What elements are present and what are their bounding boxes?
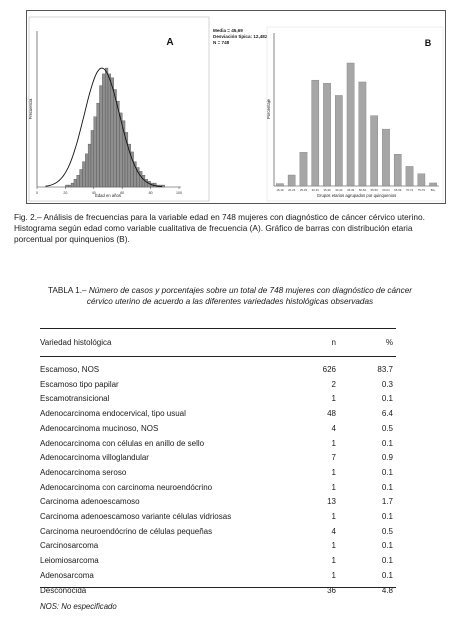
cell-n: 7 — [331, 453, 336, 463]
cell-variedad: Adenocarcinoma mucinoso, NOS — [40, 423, 159, 433]
cell-pct: 0.1 — [381, 570, 393, 580]
panel-a-x-tick-label: 40 — [91, 191, 96, 195]
cell-pct: 0.1 — [381, 556, 393, 566]
cell-pct: 0.1 — [381, 467, 393, 477]
cell-n: 4 — [331, 423, 336, 433]
table-title-text: Número de casos y porcentajes sobre un total de 748 mujeres con diagnóstico de cáncer cérvico uterino de acuerdo a las diferentes variedades histológicas observadas — [86, 286, 412, 306]
histogram-bar — [108, 74, 111, 187]
table-title-prefix: TABLA 1.– — [48, 286, 87, 295]
cell-pct: 83.7 — [377, 365, 393, 374]
header-variedad: Variedad histológica — [40, 338, 112, 347]
header-pct: % — [385, 338, 393, 347]
bar — [382, 129, 389, 186]
bar — [300, 152, 307, 186]
table-row — [40, 364, 396, 376]
cell-n: 626 — [322, 365, 336, 374]
panel-b-x-tick-label: 70-74 — [405, 188, 414, 192]
cell-n: 1 — [331, 482, 336, 492]
cell-pct: 1.7 — [381, 497, 393, 507]
panel-b-x-tick-label: 60-64 — [382, 188, 390, 192]
bar — [288, 175, 295, 186]
cell-variedad: Adenocarcinoma con células en anillo de sello — [40, 438, 205, 448]
panel-a-letter: A — [166, 37, 174, 48]
bar — [394, 154, 401, 186]
cell-pct: 6.4 — [381, 409, 393, 419]
cell-variedad: Desconocida — [40, 585, 87, 595]
bar — [347, 63, 354, 186]
cell-variedad: Adenosarcoma — [40, 570, 94, 580]
table-row — [40, 555, 396, 567]
histogram-bar — [85, 154, 88, 187]
cell-n: 48 — [327, 409, 336, 419]
cell-variedad: Adenocarcinoma con carcinoma neuroendócrino — [40, 482, 213, 492]
cell-variedad: Escamoso, NOS — [40, 365, 100, 374]
panel-b-x-tick-label: 45-49 — [347, 188, 355, 192]
cell-pct: 0.1 — [381, 541, 393, 551]
table-row — [40, 452, 396, 464]
cell-n: 1 — [331, 512, 336, 521]
panel-a-ylabel: Frecuencia — [28, 98, 33, 120]
histogram-bar — [94, 117, 97, 187]
histogram-bar — [82, 162, 85, 187]
cell-n: 1 — [331, 467, 336, 477]
histogram-bar — [102, 74, 105, 187]
bar — [359, 82, 366, 186]
panel-b-x-tick-label: 20-24 — [288, 188, 296, 192]
cell-n: 1 — [331, 438, 336, 448]
bar — [371, 116, 378, 186]
table-row — [40, 540, 396, 552]
table-header-rule — [40, 356, 396, 357]
bar — [323, 83, 330, 186]
histogram-bar — [162, 185, 165, 187]
table-bottom-rule — [40, 587, 396, 588]
table-row — [40, 408, 396, 420]
panel-a-stat: Media = 45,69 — [213, 28, 243, 33]
panel-b-x-tick-label: 80+ — [430, 188, 436, 192]
panel-b-x-tick-label: 15-19 — [276, 188, 284, 192]
cell-pct: 0.5 — [381, 423, 393, 433]
cell-variedad: Carcinoma adenoescamoso variante células vidriosas — [40, 512, 232, 521]
cell-n: 1 — [331, 541, 336, 551]
panel-a-x-tick-label: 80 — [148, 191, 153, 195]
histogram-bar — [114, 90, 117, 188]
panel-b-xlabel: Grupos etarios agrupados por quinquenios — [316, 193, 397, 198]
panel-b-x-tick-label: 40-44 — [335, 188, 343, 192]
cell-n: 4 — [331, 526, 336, 536]
cell-variedad: Carcinoma adenoescamoso — [40, 497, 140, 507]
cell-variedad: Escamotransicional — [40, 394, 110, 404]
cell-pct: 0.5 — [381, 526, 393, 536]
panel-b-x-tick-label: 25-29 — [299, 188, 308, 192]
panel-a-xlabel: Edad en años — [95, 193, 121, 198]
histogram-bar — [97, 103, 100, 187]
histogram-bar — [74, 179, 77, 187]
panel-a-x-tick-label: 20 — [63, 191, 68, 195]
cell-pct: 0.1 — [381, 394, 393, 404]
histogram-bar — [71, 183, 74, 187]
panel-a-x-tick-label: 100 — [176, 191, 182, 195]
figure-caption: Fig. 2.– Análisis de frecuencias para la variable edad en 748 mujeres con diagnóstico de cáncer cérvico uterino. Histograma según edad como variable cualitativa de frecuencia (A). Gráfico de barras con distribución etaria porcentual por quinquenios (B). — [14, 212, 425, 244]
cell-variedad: Carcinosarcoma — [40, 541, 99, 551]
header-n: n — [331, 338, 336, 347]
histogram-bar — [91, 130, 94, 187]
histogram-bar — [80, 169, 83, 187]
histogram-bar — [105, 68, 108, 187]
figure-frame — [26, 10, 446, 204]
cell-pct: 0.9 — [381, 453, 393, 463]
bar — [418, 174, 425, 186]
panel-b-x-tick-label: 50-54 — [358, 188, 366, 192]
panel-a-stat: Desviación típica: 12,482 — [213, 34, 268, 39]
cell-variedad: Escamoso tipo papilar — [40, 379, 119, 389]
cell-variedad: Adenocarcinoma endocervical, tipo usual — [40, 409, 186, 419]
table-row — [40, 423, 396, 435]
cell-variedad: Adenocarcinoma villoglandular — [40, 453, 149, 463]
bar — [276, 184, 283, 186]
table-row — [40, 438, 396, 450]
cell-n: 13 — [327, 497, 336, 507]
cell-pct: 0.1 — [381, 438, 393, 448]
table-row — [40, 511, 396, 523]
cell-variedad: Leiomiosarcoma — [40, 556, 99, 566]
histogram-bar — [117, 101, 120, 187]
cell-variedad: Adenocarcinoma seroso — [40, 467, 127, 477]
cell-n: 1 — [331, 394, 336, 404]
table-row — [40, 526, 396, 538]
table-header-row — [40, 337, 396, 349]
cell-n: 1 — [331, 570, 336, 580]
table-row — [40, 496, 396, 508]
histogram-bar — [99, 86, 102, 187]
table-top-rule — [40, 328, 396, 329]
table-title — [40, 285, 420, 307]
panel-b-x-tick-label: 75-79 — [417, 188, 425, 192]
cell-variedad: Carcinoma neuroendócrino de células pequeñas — [40, 526, 213, 536]
figure-canvas — [27, 11, 447, 205]
panel-b-x-tick-label: 65-69 — [394, 188, 402, 192]
panel-b-x-tick-label: 30-34 — [311, 188, 319, 192]
bar — [429, 183, 436, 186]
panel-a-x-tick-label: 60 — [120, 191, 125, 195]
table-footnote: NOS: No especificado — [40, 602, 117, 611]
histogram-bar — [142, 175, 145, 187]
histogram-bar — [111, 78, 114, 187]
table-row — [40, 467, 396, 479]
bar — [335, 95, 342, 186]
panel-b-x-tick-label: 55-59 — [370, 188, 378, 192]
panel-a-stat: N = 748 — [213, 40, 230, 45]
histogram-bar — [77, 175, 80, 187]
cell-n: 1 — [331, 556, 336, 566]
bar — [312, 80, 319, 186]
cell-pct: 0.3 — [381, 379, 393, 389]
panel-b-letter: B — [424, 38, 432, 48]
cell-n: 36 — [327, 585, 336, 595]
histogram-bar — [65, 185, 68, 187]
table-row — [40, 482, 396, 494]
bar — [406, 166, 413, 186]
cell-pct: 0.1 — [381, 512, 393, 521]
panel-b-ylabel: Porcentaje — [266, 98, 271, 120]
table-row — [40, 393, 396, 405]
table-row — [40, 570, 396, 582]
histogram-bar — [88, 144, 91, 187]
histogram-bar — [145, 179, 148, 187]
panel-b-x-tick-label: 35-39 — [323, 188, 331, 192]
histogram-bar — [139, 171, 142, 187]
cell-pct: 0.1 — [381, 482, 393, 492]
cell-n: 2 — [331, 379, 336, 389]
panel-a-x-tick-label: 0 — [36, 191, 38, 195]
histogram-bar — [68, 185, 71, 187]
table-row — [40, 379, 396, 391]
cell-pct: 4.8 — [381, 585, 393, 595]
